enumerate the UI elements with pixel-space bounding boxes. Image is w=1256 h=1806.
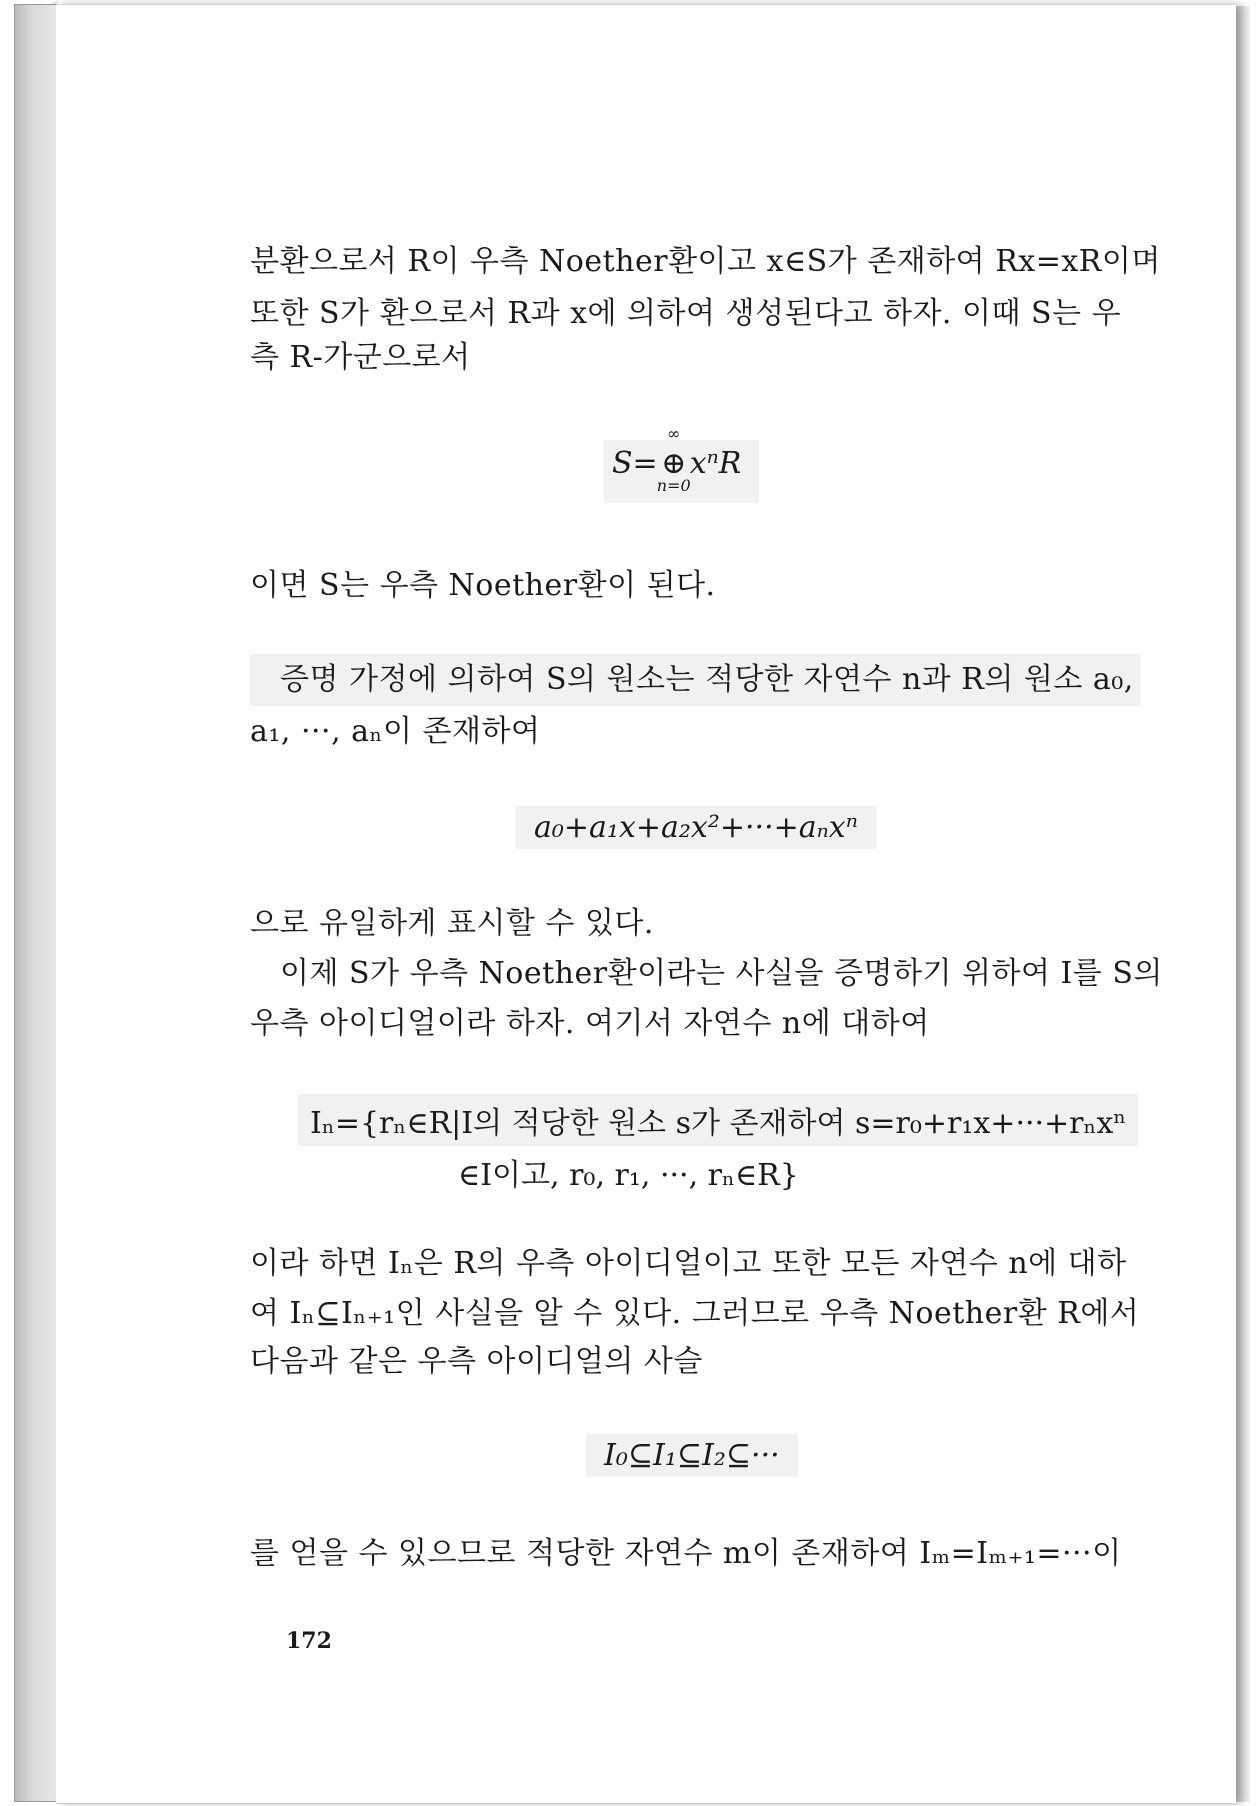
formula-direct-sum (604, 424, 759, 503)
paragraph-5-line-3: 다음과 같은 우측 아이디얼의 사슬 (250, 1344, 703, 1379)
proof-line-1: 증명 가정에 의하여 S의 원소는 적당한 자연수 n과 R의 원소 a₀, (250, 654, 1140, 706)
formula-ideal-definition-line-1: Iₙ={rₙ∈R|I의 적당한 원소 s가 존재하여 s=r₀+r₁x+···+rₙxⁿ (298, 1094, 1138, 1146)
direct-sum-operator (656, 424, 691, 495)
proof-line-2: a₁, ···, aₙ이 존재하여 (250, 714, 541, 749)
paragraph-4-line-2: 우측 아이디얼이라 하자. 여기서 자연수 n에 대하여 (250, 1006, 930, 1041)
paragraph-3: 으로 유일하게 표시할 수 있다. (250, 906, 654, 941)
paragraph-1-line-3: 측 R-가군으로서 (250, 340, 471, 375)
paragraph-4-line-1: 이제 S가 우측 Noether환이라는 사실을 증명하기 위하여 I를 S의 (280, 956, 1163, 991)
formula-1-lhs: S= (612, 446, 658, 481)
formula-ideal-definition-line-2: ∈I이고, r₀, r₁, ···, rₙ∈R} (458, 1158, 799, 1193)
book-spine-edge (14, 4, 58, 1802)
page-number: 172 (286, 1628, 332, 1654)
page-right-edge (1236, 6, 1250, 1802)
paragraph-6: 를 얻을 수 있으므로 적당한 자연수 m이 존재하여 Iₘ=Iₘ₊₁=···이 (250, 1536, 1122, 1571)
paragraph-1-line-2: 또한 S가 환으로서 R과 x에 의하여 생성된다고 하자. 이때 S는 우 (250, 296, 1122, 331)
direct-sum-upper-limit: ∞ (667, 424, 681, 443)
oplus-symbol: ⊕ (661, 446, 687, 481)
paragraph-2: 이면 S는 우측 Noether환이 된다. (250, 568, 716, 603)
formula-polynomial: a₀+a₁x+a₂x²+···+aₙxⁿ (516, 806, 876, 849)
paragraph-5-line-2: 여 Iₙ⊆Iₙ₊₁인 사실을 알 수 있다. 그러므로 우측 Noether환 R에서 (250, 1296, 1140, 1331)
paragraph-1-line-1: 분환으로서 R이 우측 Noether환이고 x∈S가 존재하여 Rx=xR이며 (250, 244, 1161, 279)
direct-sum-lower-limit: n=0 (656, 476, 691, 495)
formula-ideal-chain: I₀⊆I₁⊆I₂⊆··· (586, 1434, 798, 1477)
formula-1-rhs: xⁿR (689, 446, 742, 481)
paragraph-5-line-1: 이라 하면 Iₙ은 R의 우측 아이디얼이고 또한 모든 자연수 n에 대하 (250, 1246, 1127, 1281)
